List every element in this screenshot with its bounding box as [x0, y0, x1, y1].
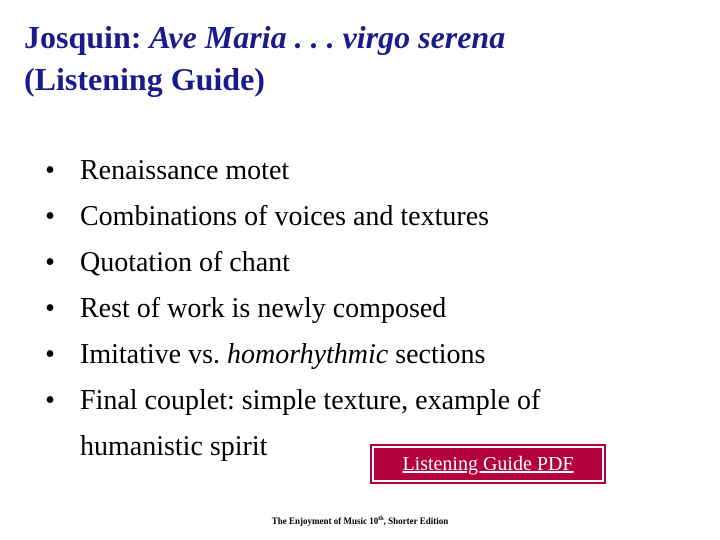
bullet-item	[40, 240, 700, 286]
footer-superscript: th	[378, 516, 384, 522]
bullet-item	[40, 286, 700, 332]
bullet-text-after: sections	[388, 339, 486, 370]
bullet-dot: •	[45, 201, 55, 232]
title-work-name: Ave Maria . . . virgo serena	[149, 19, 506, 55]
bullet-text-italic: homorhythmic	[226, 339, 389, 370]
bullet-item	[40, 332, 700, 378]
listening-guide-pdf-link[interactable]: Listening Guide PDF	[402, 452, 574, 475]
title-suffix: (Listening Guide)	[24, 61, 265, 97]
bullet-text: Renaissance motet	[80, 155, 290, 186]
bullet-text-line1: Final couplet: simple texture, example of	[80, 385, 541, 416]
bullet-text-line2: humanistic spirit	[80, 431, 268, 462]
bullet-text: Rest of work is newly composed	[80, 293, 447, 324]
bullet-item	[40, 148, 700, 194]
listening-guide-pdf-button[interactable]	[372, 446, 604, 482]
bullet-dot: •	[45, 385, 55, 416]
bullet-dot: •	[45, 293, 55, 324]
bullet-text: Combinations of voices and textures	[80, 201, 490, 232]
slide-footer	[0, 516, 720, 526]
bullet-dot: •	[45, 247, 55, 278]
bullet-text-before: Imitative vs.	[80, 339, 227, 370]
bullet-dot: •	[45, 339, 55, 370]
bullet-text: Quotation of chant	[80, 247, 290, 278]
title-prefix: Josquin:	[24, 19, 150, 55]
slide-title	[24, 16, 704, 100]
bullet-item	[40, 194, 700, 240]
bullet-list	[40, 148, 700, 470]
footer-text-before: The Enjoyment of Music 10	[271, 516, 379, 526]
bullet-dot: •	[45, 155, 55, 186]
footer-text-after: , Shorter Edition	[383, 516, 449, 526]
